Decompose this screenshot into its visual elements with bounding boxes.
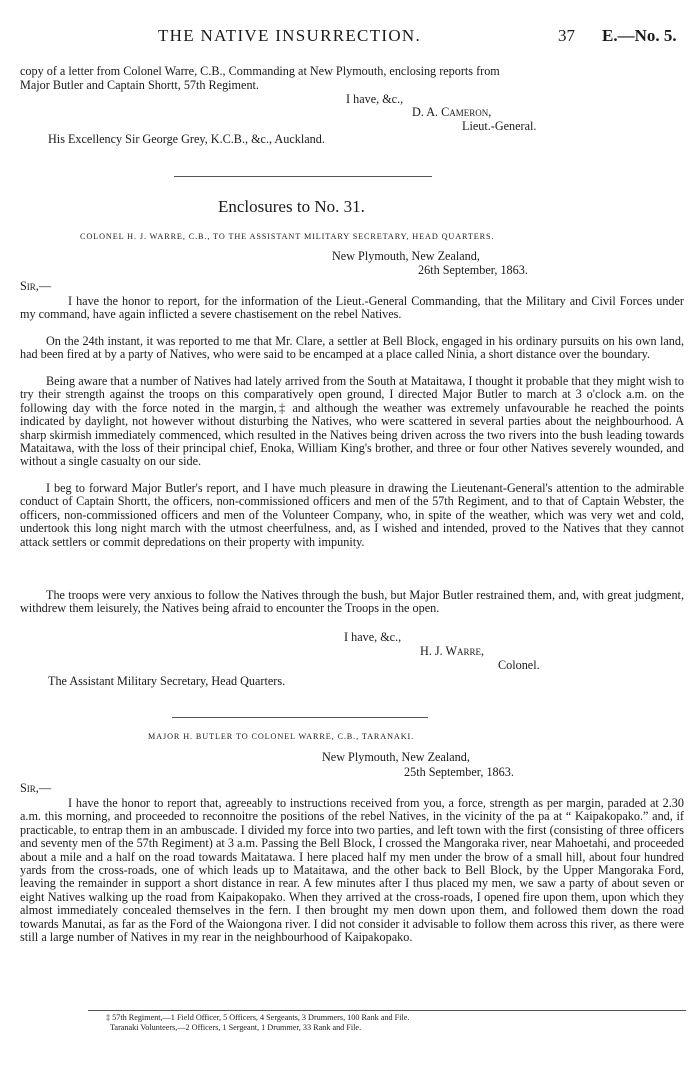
enclosures-heading: Enclosures to No. 31. (218, 197, 365, 216)
top-letter-rank: Lieut.-General. (462, 119, 537, 133)
letter-1-paragraph-4: I beg to forward Major Butler's report, and I have much pleasure in drawing the Lieutenant-General's attention to the admirable conduct of Captain Shortt, the officers, non-commissioned officers and men of the 57th Regiment, and to that of Captain Webster, the officers, non-commissioned officers and men of the Volunteer Company, who, in spite of the weather, which was very wet and cold, undertook this long night march with the utmost cheerfulness, and, as I wished and intended, proved to the Natives that they cannot attack settlers or commit depredations on their property with impunity. (20, 481, 684, 549)
top-letter-closing: I have, &c., (346, 92, 404, 106)
letter-1-paragraph-5: The troops were very anxious to follow the Natives through the bush, but Major Butler restrained them, and, with great judgment, withdrew them leisurely, the Natives being afraid to encounter the Troops in the open. (20, 588, 684, 616)
footnote-rule (88, 1010, 686, 1011)
letter-2-date: 25th September, 1863. (404, 765, 514, 779)
top-letter-line-2: Major Butler and Captain Shortt, 57th Regiment. (20, 78, 259, 92)
page-number: 37 (558, 26, 575, 45)
letter-1-paragraph-1: I have the honor to report, for the information of the Lieut.-General Commanding, that the Military and Civil Forces under my command, have again inflicted a severe chastisement on the rebel Natives. (20, 294, 684, 322)
top-letter-addressee: His Excellency Sir George Grey, K.C.B., &c., Auckland. (48, 132, 325, 146)
letter-2-paragraph-1: I have the honor to report that, agreeably to instructions received from you, a force, strength as per margin, paraded at 2.30 a.m. this morning, and proceeded to reconnoitre the positions of the rebel Natives, in the vicinity of the pa at “ Kaipakopako.” and, if practicable, to entrap them in an ambuscade. I divided my force into two parties, and left town with the first (consisting of three officers and seventy men of the 57th Regiment) at 3 a.m. Passing the Bell Block, I crossed the Mangoraka river, near Mahoetahi, and proceeded about a mile and a half on the road towards Maitatawa. I here placed half my men under the brow of a small hill, about four hundred yards from the cross-roads, one of which leads up to Mataitawa, and the other back to Bell Block, by the Upper Mangoraka Ford, leaving the remainder in support a short distance in rear. A few minutes after I thus placed my men, we saw a party of about seven or eight Natives walking up the road from Kaipakopako. When they arrived at the cross-roads, I opened fire upon them, upon which they almost immediately concealed themselves in the fern. I then brought my men down upon them, and followed them down the road towards Manutai, as far as the Ford of the Waiongona river. I did not consider it advisable to follow them across this river, as there were still a large number of Natives in my rear in the neighbourhood of Kaipakopako. (20, 796, 684, 945)
section-divider-2 (172, 717, 428, 718)
letter-2-caption: MAJOR H. BUTLER TO COLONEL WARRE, C.B., TARANAKI. (148, 732, 415, 741)
top-letter-signer: D. A. Cameron, (412, 105, 492, 119)
letter-2-place: New Plymouth, New Zealand, (322, 750, 470, 764)
document-reference: E.—No. 5. (602, 26, 677, 45)
letter-1-caption: COLONEL H. J. WARRE, C.B., TO THE ASSISTANT MILITARY SECRETARY, HEAD QUARTERS. (80, 232, 495, 241)
letter-1-closing: I have, &c., (344, 630, 402, 644)
letter-1-paragraph-2: On the 24th instant, it was reported to me that Mr. Clare, a settler at Bell Block, engaged in his ordinary pursuits on his own land, had been fired at by a party of Natives, who were said to be encamped at a place called Ninia, a short distance over the boundary. (20, 334, 684, 362)
footnote-line-2: Taranaki Volunteers,—2 Officers, 1 Sergeant, 1 Drummer, 33 Rank and File. (110, 1023, 362, 1032)
letter-2-salutation: Sir,— (20, 781, 52, 795)
letter-1-date: 26th September, 1863. (418, 263, 528, 277)
letter-1-paragraph-3: Being aware that a number of Natives had lately arrived from the South at Mataitawa, I thought it probable that they might wish to try their strength against the troops on this comparatively open ground, I directed Major Butler to march at 3 o'clock a.m. on the following day with the force noted in the margin,‡ and although the weather was extremely unfavourable he reached the points indicated by daylight, not however without disturbing the Natives, who were scattered in several parties about the neighbourhood. A sharp skirmish immediately commenced, which resulted in the Natives being driven across the two rivers into the bush leading towards Mataitawa, with the loss of their principal chief, Enoka, William King's brother, and three or four other Natives severely wounded, and without a single casualty on our side. (20, 374, 684, 469)
running-header-title: THE NATIVE INSURRECTION. (158, 26, 422, 45)
top-letter-line-1: copy of a letter from Colonel Warre, C.B., Commanding at New Plymouth, enclosing reports from (20, 64, 500, 78)
footnote-line-1: ‡ 57th Regiment,—1 Field Officer, 5 Officers, 4 Sergeants, 3 Drummers, 100 Rank and File. (106, 1013, 410, 1022)
letter-1-signer: H. J. Warre, (420, 644, 485, 658)
section-divider-1 (174, 176, 432, 177)
letter-1-salutation: Sir,— (20, 279, 52, 293)
letter-1-place: New Plymouth, New Zealand, (332, 249, 480, 263)
letter-1-rank: Colonel. (498, 658, 540, 672)
letter-1-addressee: The Assistant Military Secretary, Head Quarters. (48, 674, 286, 688)
